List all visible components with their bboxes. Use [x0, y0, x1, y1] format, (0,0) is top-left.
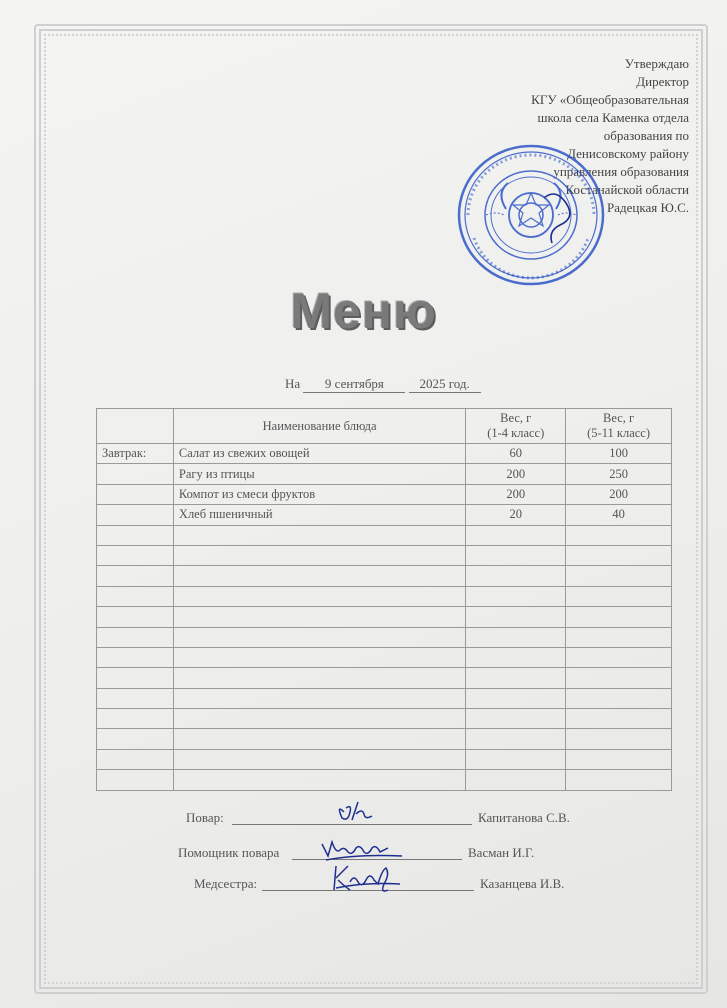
date-day-month: 9 сентября: [303, 376, 405, 393]
empty-cell: [97, 729, 174, 749]
meal-cell: [97, 484, 174, 504]
empty-cell: [97, 607, 174, 627]
table-row-empty: [97, 729, 672, 749]
table-row: [97, 505, 672, 525]
approval-line: Утверждаю: [624, 56, 689, 71]
signature-name-cook: Капитанова С.В.: [478, 810, 570, 825]
empty-cell: [466, 545, 566, 565]
approval-line: Денисовскому району: [567, 146, 689, 161]
empty-cell: [566, 688, 672, 708]
table-row: [97, 464, 672, 484]
official-stamp-icon: [456, 143, 606, 288]
date-prefix: На: [285, 376, 301, 391]
empty-cell: [466, 770, 566, 790]
empty-cell: [97, 545, 174, 565]
empty-cell: [173, 566, 465, 586]
empty-cell: [97, 688, 174, 708]
table-row-empty: [97, 688, 672, 708]
empty-cell: [466, 729, 566, 749]
meal-cell: [97, 464, 174, 484]
empty-cell: [466, 749, 566, 769]
meal-cell: Завтрак:: [97, 444, 174, 464]
approval-line: школа села Каменка отдела: [537, 110, 689, 125]
signature-nurse-icon: [330, 860, 402, 896]
empty-cell: [97, 566, 174, 586]
empty-cell: [173, 607, 465, 627]
empty-cell: [566, 647, 672, 667]
empty-cell: [97, 770, 174, 790]
table-row-empty: [97, 607, 672, 627]
empty-cell: [466, 647, 566, 667]
empty-cell: [566, 770, 672, 790]
empty-cell: [566, 545, 672, 565]
table-row-empty: [97, 525, 672, 545]
signature-cook-icon: [332, 800, 376, 826]
empty-cell: [566, 525, 672, 545]
weight-5-11-cell: 200: [566, 484, 672, 504]
date-year: 2025 год.: [409, 376, 481, 393]
empty-cell: [566, 709, 672, 729]
menu-date: [285, 376, 481, 393]
empty-cell: [466, 709, 566, 729]
table-row-empty: [97, 627, 672, 647]
meal-cell: [97, 505, 174, 525]
table-row-empty: [97, 647, 672, 667]
empty-cell: [466, 688, 566, 708]
empty-cell: [173, 729, 465, 749]
empty-cell: [173, 749, 465, 769]
signature-role-nurse: Медсестра:: [194, 876, 258, 891]
empty-cell: [97, 709, 174, 729]
signature-role-cook: Повар:: [186, 810, 224, 825]
empty-cell: [97, 647, 174, 667]
weight-5-11-cell: 40: [566, 505, 672, 525]
approval-line: образования по: [603, 128, 689, 143]
empty-cell: [173, 770, 465, 790]
empty-cell: [466, 607, 566, 627]
weight-1-4-cell: 200: [466, 484, 566, 504]
table-row-empty: [97, 545, 672, 565]
empty-cell: [173, 525, 465, 545]
column-header-meal: [97, 409, 174, 444]
table-row-empty: [97, 586, 672, 606]
empty-cell: [466, 525, 566, 545]
table-row: [97, 444, 672, 464]
empty-cell: [566, 729, 672, 749]
empty-cell: [173, 545, 465, 565]
table-row-empty: [97, 770, 672, 790]
table-row-empty: [97, 668, 672, 688]
approval-line: управления образования: [553, 164, 689, 179]
column-header-weight-5-11: Вес, г (5-11 класс): [566, 409, 672, 444]
empty-cell: [97, 627, 174, 647]
empty-cell: [466, 668, 566, 688]
approval-line: Костанайской области: [565, 182, 689, 197]
empty-cell: [173, 627, 465, 647]
weight-5-11-cell: 100: [566, 444, 672, 464]
table-row-empty: [97, 709, 672, 729]
dish-cell: Хлеб пшеничный: [173, 505, 465, 525]
empty-cell: [173, 688, 465, 708]
empty-cell: [566, 627, 672, 647]
empty-cell: [466, 627, 566, 647]
table-row-empty: [97, 749, 672, 769]
empty-cell: [466, 586, 566, 606]
page-title: Меню: [290, 283, 437, 339]
empty-cell: [566, 586, 672, 606]
column-header-weight-1-4: Вес, г (1-4 класс): [466, 409, 566, 444]
empty-cell: [566, 607, 672, 627]
empty-cell: [97, 668, 174, 688]
signature-name-assistant: Васман И.Г.: [468, 845, 535, 860]
table-row: [97, 484, 672, 504]
dish-cell: Компот из смеси фруктов: [173, 484, 465, 504]
dish-cell: Салат из свежих овощей: [173, 444, 465, 464]
empty-cell: [173, 647, 465, 667]
empty-cell: [173, 709, 465, 729]
table-header-row: [97, 409, 672, 444]
empty-cell: [173, 668, 465, 688]
table-row-empty: [97, 566, 672, 586]
signature-name-nurse: Казанцева И.В.: [480, 876, 565, 891]
menu-table: [96, 408, 672, 791]
empty-cell: [97, 749, 174, 769]
weight-5-11-cell: 250: [566, 464, 672, 484]
empty-cell: [97, 525, 174, 545]
empty-cell: [466, 566, 566, 586]
weight-1-4-cell: 200: [466, 464, 566, 484]
empty-cell: [566, 566, 672, 586]
approval-line: Директор: [636, 74, 689, 89]
approval-line: КГУ «Общеобразовательная: [531, 92, 689, 107]
column-header-dish: Наименование блюда: [173, 409, 465, 444]
signature-role-assistant: Помощник повара: [178, 845, 280, 860]
weight-1-4-cell: 20: [466, 505, 566, 525]
table-body: [97, 444, 672, 791]
empty-cell: [173, 586, 465, 606]
dish-cell: Рагу из птицы: [173, 464, 465, 484]
approval-line: Радецкая Ю.С.: [607, 200, 689, 215]
weight-1-4-cell: 60: [466, 444, 566, 464]
empty-cell: [566, 668, 672, 688]
empty-cell: [566, 749, 672, 769]
empty-cell: [97, 586, 174, 606]
